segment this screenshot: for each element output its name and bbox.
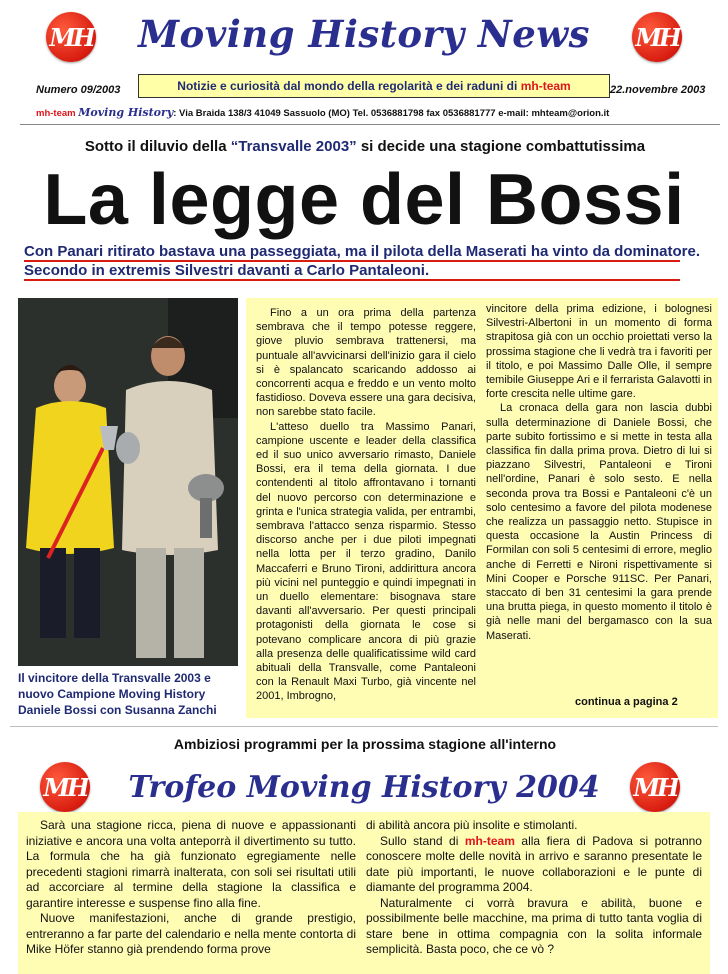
mh-logo-right-2: [630, 762, 680, 812]
lead-article: [246, 298, 718, 718]
lead-kicker: [20, 138, 710, 155]
mh-logo-right: [632, 12, 682, 62]
contact-team: mh-team: [36, 108, 76, 119]
kicker-text-end: si decide una stagione combattutissima: [360, 138, 646, 155]
header-divider: [20, 124, 720, 125]
winner-photo: [18, 298, 238, 666]
section2-column-1: [26, 818, 356, 958]
paragraph: Nuove manifestazioni, anche di grande prestigio, entreranno a far parte del calendario e nella mente contorta di Mike Höfer stanno già prendendo forma prove: [26, 911, 356, 956]
masthead-title: Moving History News: [138, 12, 590, 56]
paragraph-text: alla fiera di Padova si potranno conoscere molte delle novità in arrivo e saranno presentate le date più importanti, le nuove collaborazioni e le punte di diamante del programma 2004.: [366, 833, 702, 894]
paragraph: Naturalmente ci vorrà bravura e abilità, buone e possibilmente belle macchine, ma prima di tutto tanta voglia di stare bene in ottima compagnia con la solita informale semplicità. Basta poco, che ce vò ?: [366, 895, 702, 956]
section2-article: [18, 812, 710, 974]
paragraph: [366, 834, 702, 896]
contact-details: Via Braida 138/3 41049 Sassuolo (MO) Tel. 0536881798 fax 0536881777 e-mail: mhteam@orion.it: [179, 108, 610, 119]
paragraph-text: Sullo stand di: [380, 833, 459, 848]
mh-logo-left-2: [40, 762, 90, 812]
photo-illustration: [18, 298, 238, 666]
logo-text: MH: [635, 22, 679, 52]
logo-text: MH: [633, 772, 677, 802]
subhead-underline-2: [24, 279, 680, 281]
section-divider: [10, 726, 718, 727]
issue-number: Numero 09/2003: [36, 84, 121, 96]
paragraph: Sarà una stagione ricca, piena di nuove e appassionanti iniziative e ancora una volta anteporrà il divertimento su tutto. La formula che ha già funzionato egregiamente nelle precedenti stagioni rimarrà inalterata, con soli sei risultati utili ad accorciare al termine della stagione la classifica e garantire interesse e suspense fino alla fine.: [26, 818, 356, 910]
lead-column-1: [256, 306, 476, 704]
kicker-text: Sotto il diluvio della: [84, 138, 227, 155]
photo-caption: Il vincitore della Transvalle 2003 e nuovo Campione Moving History Daniele Bossi con Susanna Zanchi: [18, 671, 217, 717]
lead-headline: La legge del Bossi: [43, 160, 685, 240]
continue-link[interactable]: continua a pagina 2: [575, 696, 678, 708]
paragraph: vincitore della prima edizione, i bolognesi Silvestri-Albertoni in un momento di forma strapitosa già con un occhio proiettati verso la prossima stagione che li vedrà tra i favoriti per il titolo, e poi Massimo Dalle Olle, il sempre temibile Giuseppe Ari e il ferrarista Galavotti in forte crescita nelle ultime gare.: [486, 303, 712, 401]
tagline-text: Notizie e curiosità dal mondo della regolarità e dei raduni di: [177, 79, 518, 93]
mh-logo-left: [46, 12, 96, 62]
contact-brand: Moving History: [78, 106, 174, 119]
lead-subhead: Con Panari ritirato bastava una passeggiata, ma il pilota della Maserati ha vinto da dominatore. Secondo in extremis Silvestri davanti a Carlo Pantaleoni.: [24, 243, 701, 279]
brand-name: mh-team: [464, 833, 515, 848]
logo-text: MH: [49, 22, 93, 52]
kicker-event: “Transvalle 2003”: [230, 138, 357, 155]
tagline-box: [138, 74, 610, 98]
paragraph: L'atteso duello tra Massimo Panari, campione uscente e leader della classifica ed il suo unico avversario rimasto, Daniele Bossi, era il tema della giornata. I due contendenti al titolo affrontavano i tornanti del nuovo percorso con determinazione e grinta e l'unica strategia valida, per entrambi, sembrava l'attacco senza risparmio. Stesso discorso anche per i due piloti impegnati nella lotta per il terzo gradino, Danilo Maccaferri e Bruno Tironi, addirittura ancora più vicini nel punteggio e quindi impegnati in un duello elementare: bisognava stare davanti all'avversario. Per questi principali protagonisti della giornata le cose si potevano complicare ancora di più grazie alla presenza delle qualificatissime wild card abituali della Transvalle, come Pantaleoni con la Renault Maxi Turbo, già vincente nel 2001, Imbrogno,: [256, 420, 476, 703]
paragraph: La cronaca della gara non lascia dubbi sulla determinazione di Daniele Bossi, che parte subito fortissimo e si mette in testa alla classifica fin dalla prima prova. Dietro di lui si piazzano Silvestri, Pantaleoni e Tironi nell'ordine, Panari è solo sesto. E nella seconda prova tra Bossi e Pantaleoni c'è un solo centesimo a favore del pilota modenese che realizza un passaggio netto. Stupisce in questa occasione la Austin Princess di Formilan con soli 5 centesimi di errore, meglio anche di Ferretti e Nironi rispettivamente si Mini Cooper e Porsche 911SC. Per Panari, staccato di ben 31 centesimi la gara prende una brutta piega, in questo momento il titolo è già nelle mani del bergamasco con la sua Maserati.: [486, 402, 712, 642]
logo-text: MH: [43, 772, 87, 802]
subhead-underline-1: [24, 260, 680, 262]
section2-column-2: [366, 818, 702, 958]
paragraph: Fino a un ora prima della partenza sembrava che il tempo potesse reggere, giove pluvio sembrava trattenersi, ma puntuale all'avvicinarsi dell'inizio gara il cielo si è spalancato scaricando addosso ai concorrenti acqua e freddo e un vento molto fastidioso. Doveva essere una gara decisiva, non sarebbe stato facile.: [256, 307, 476, 419]
section2-title: Trofeo Moving History 2004: [128, 770, 600, 805]
paragraph: di abilità ancora più insolite e stimolanti.: [366, 818, 578, 832]
section2-kicker: Ambiziosi programmi per la prossima stagione all'interno: [173, 736, 557, 752]
issue-date: 22.novembre 2003: [610, 84, 706, 96]
lead-column-2: [486, 302, 712, 643]
tagline-brand: mh-team: [520, 79, 571, 93]
contact-line: mh-team Moving History: Via Braida 138/3 41049 Sassuolo (MO) Tel. 0536881798 fax 0536881777 e-mail: mhteam@orion.it: [36, 106, 610, 119]
